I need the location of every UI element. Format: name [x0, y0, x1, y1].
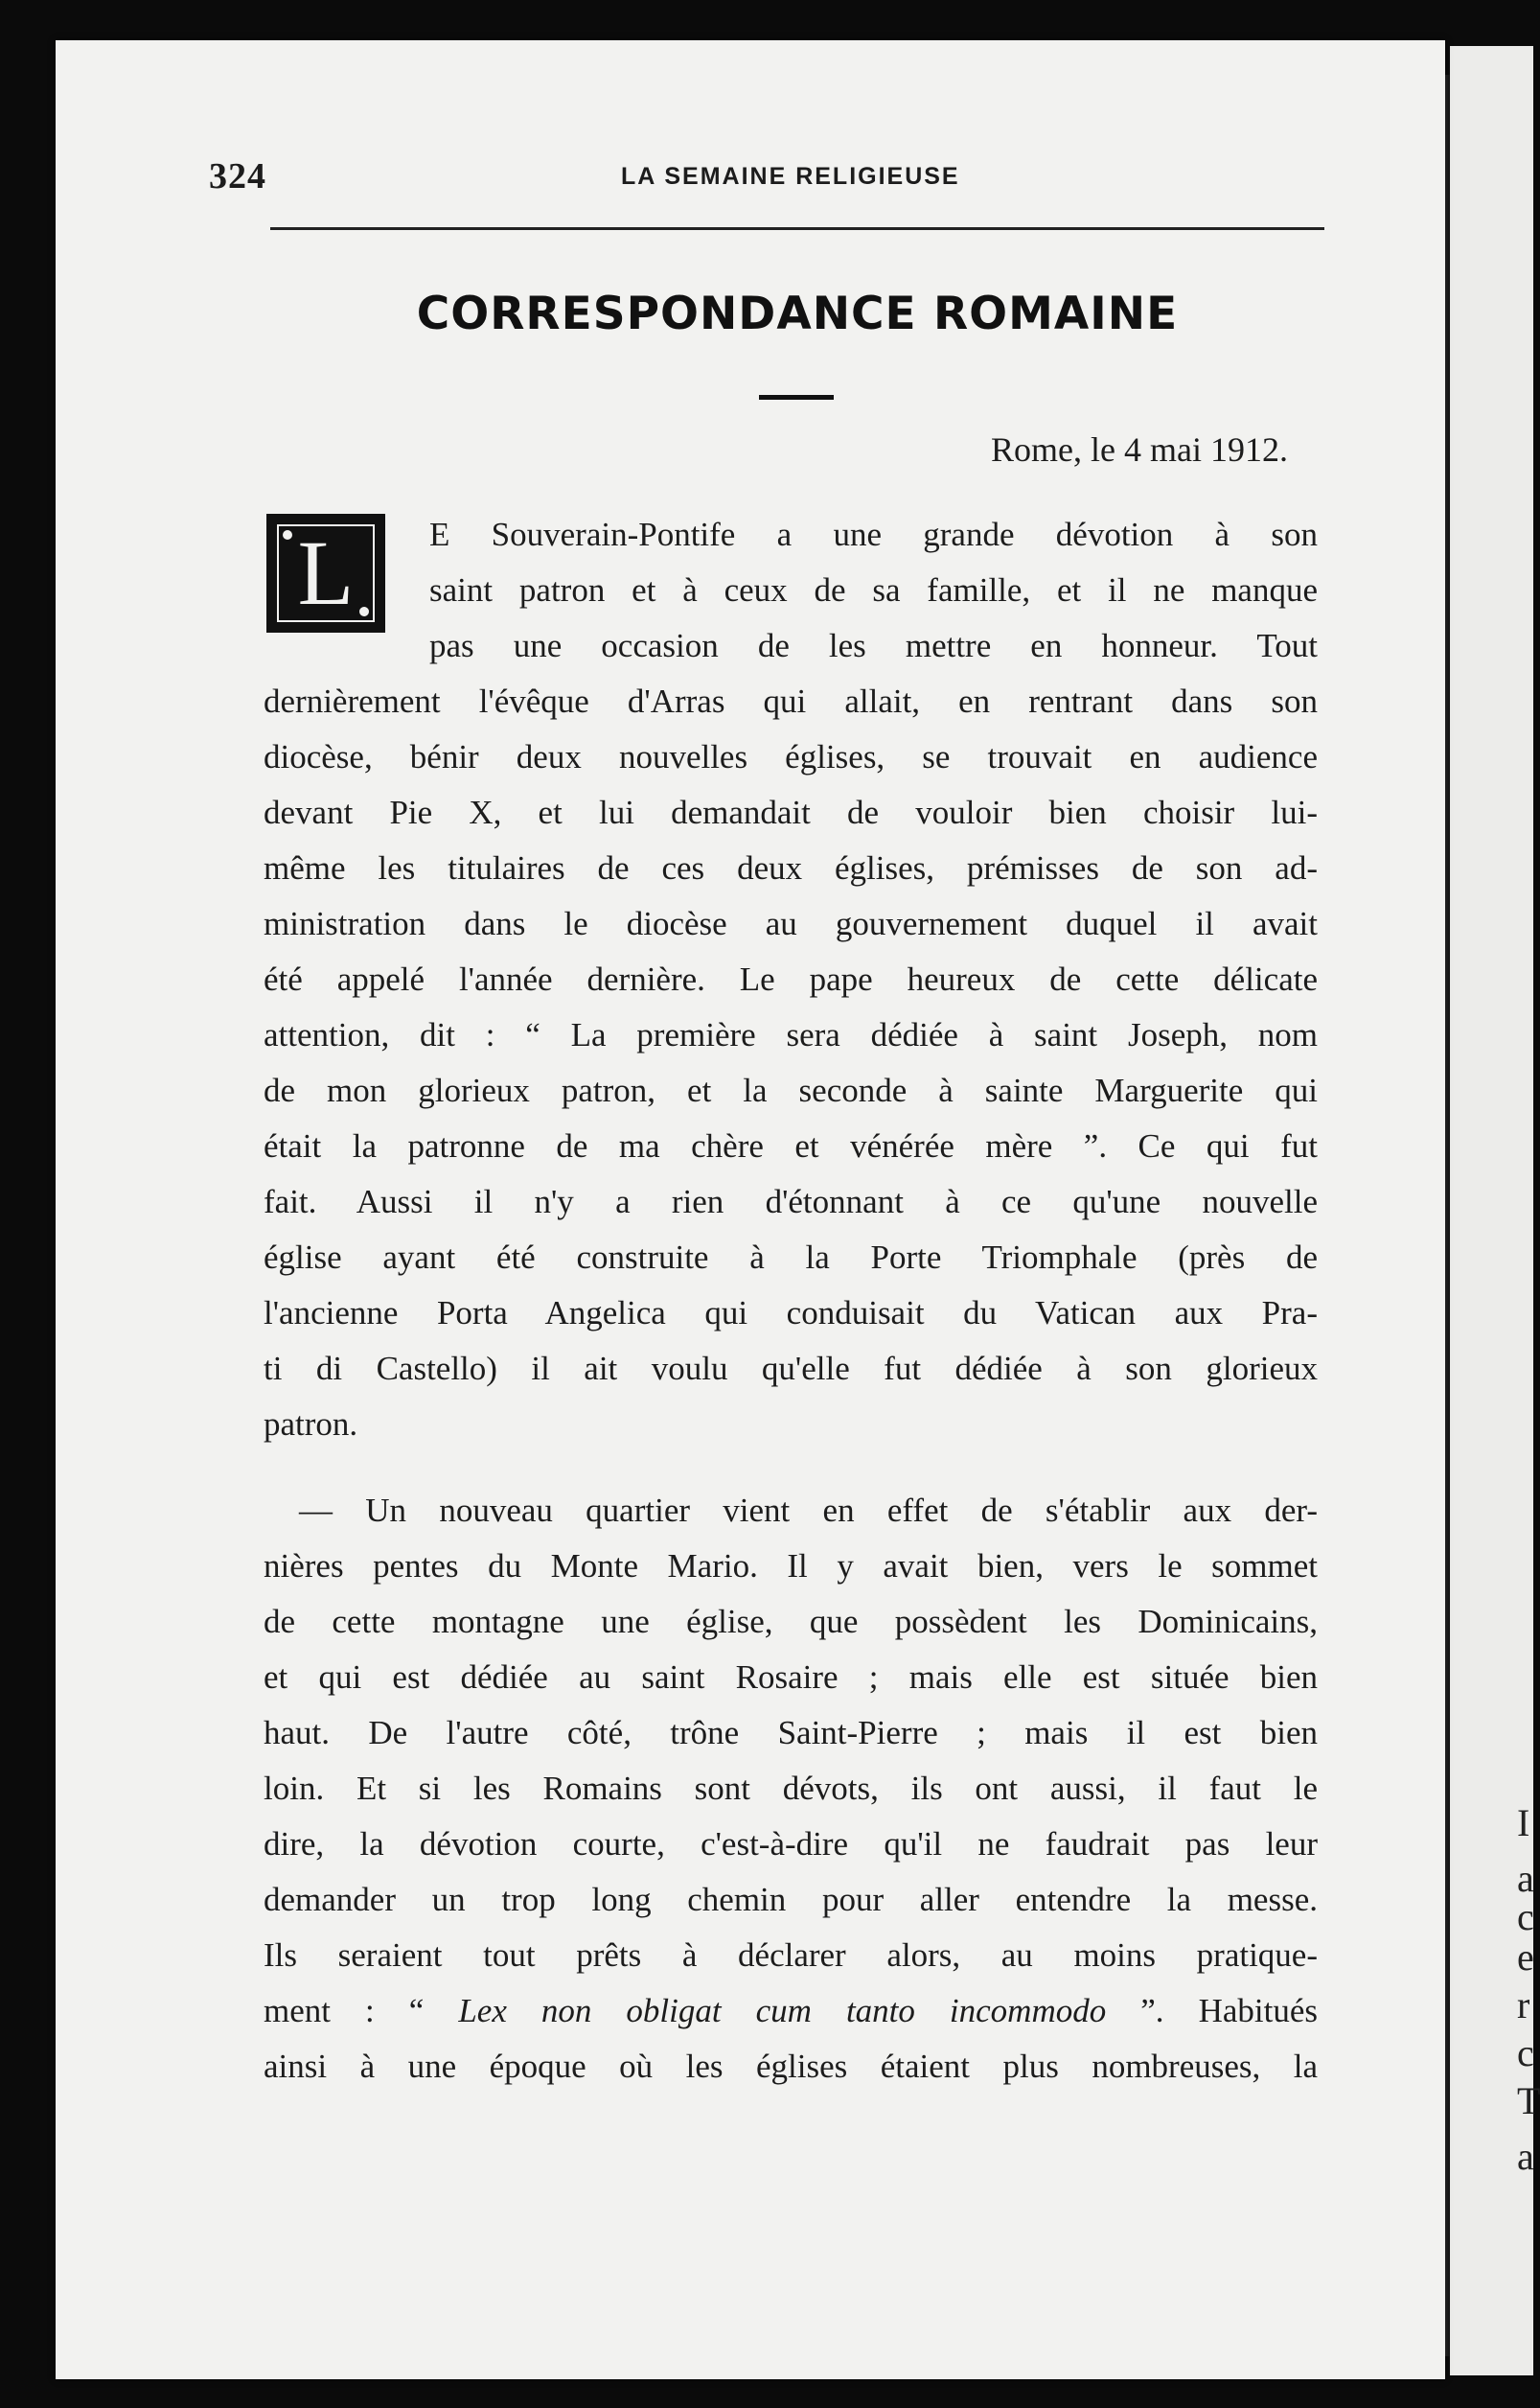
text-segment: ment : “: [264, 1992, 459, 2029]
text-line: était la patronne de ma chère et vénérée mère ”. Ce qui fut: [264, 1127, 1318, 1165]
text-line: nières pentes du Monte Mario. Il y avait bien, vers le sommet: [264, 1547, 1318, 1585]
journal-title: LA SEMAINE RELIGIEUSE: [621, 163, 960, 190]
text-segment: ”. Habitués: [1106, 1992, 1319, 2029]
text-line: l'ancienne Porta Angelica qui conduisait du Vatican aux Pra-: [264, 1294, 1318, 1331]
text-line: haut. De l'autre côté, trône Saint-Pierre ; mais il est bien: [264, 1714, 1318, 1751]
text-line: de mon glorieux patron, et la seconde à sainte Marguerite qui: [264, 1072, 1318, 1109]
dateline: Rome, le 4 mai 1912.: [991, 430, 1288, 469]
page-number: 324: [209, 156, 266, 197]
adjacent-page-fragment: T: [1517, 2079, 1540, 2122]
adjacent-page-fragment: I: [1517, 1801, 1530, 1844]
text-line: ministration dans le diocèse au gouvernement duquel il avait: [264, 905, 1318, 942]
text-line: loin. Et si les Romains sont dévots, ils ont aussi, il faut le: [264, 1770, 1318, 1807]
adjacent-page-fragment: c: [1517, 1895, 1534, 1938]
adjacent-page-fragment: r: [1517, 1983, 1530, 2026]
adjacent-page-fragment: c: [1517, 2031, 1534, 2074]
text-line: [264, 1992, 1318, 2030]
header-rule: [270, 227, 1324, 230]
latin-quote: Lex non obligat cum tanto incommodo: [458, 1992, 1107, 2029]
running-head: [209, 155, 1324, 203]
text-line: dire, la dévotion courte, c'est-à-dire qu'il ne faudrait pas leur: [264, 1825, 1318, 1863]
ornament-dot-icon: [359, 607, 369, 616]
text-line: été appelé l'année dernière. Le pape heureux de cette délicate: [264, 961, 1318, 998]
text-line: attention, dit : “ La première sera dédiée à saint Joseph, nom: [264, 1016, 1318, 1054]
text-line: Ils seraient tout prêts à déclarer alors, au moins pratique-: [264, 1936, 1318, 1974]
text-line: diocèse, bénir deux nouvelles églises, se trouvait en audience: [264, 738, 1318, 776]
ornament-dot-icon: [283, 530, 292, 540]
drop-cap-letter: L: [277, 524, 375, 622]
text-line: demander un trop long chemin pour aller entendre la messe.: [264, 1881, 1318, 1918]
adjacent-page-fragment: e: [1517, 1935, 1534, 1979]
text-line: église ayant été construite à la Porte Triomphale (près de: [264, 1239, 1318, 1276]
text-line: — Un nouveau quartier vient en effet de s'établir aux der-: [299, 1492, 1318, 1529]
text-line: ti di Castello) il ait voulu qu'elle fut dédiée à son glorieux: [264, 1350, 1318, 1387]
text-line: fait. Aussi il n'y a rien d'étonnant à ce qu'une nouvelle: [264, 1183, 1318, 1220]
text-line: de cette montagne une église, que possèdent les Dominicains,: [264, 1603, 1318, 1640]
article-title: CORRESPONDANCE ROMAINE: [416, 288, 1179, 340]
text-line: ainsi à une époque où les églises étaient plus nombreuses, la: [264, 2048, 1318, 2085]
text-line: même les titulaires de ces deux églises, prémisses de son ad-: [264, 849, 1318, 887]
text-line: patron.: [264, 1405, 358, 1443]
text-line: pas une occasion de les mettre en honneur. Tout: [429, 627, 1318, 664]
text-line: devant Pie X, et lui demandait de vouloir bien choisir lui-: [264, 794, 1318, 831]
adjacent-page-fragment: a: [1517, 1857, 1534, 1900]
text-line: et qui est dédiée au saint Rosaire ; mais elle est située bien: [264, 1658, 1318, 1696]
title-dash: [759, 395, 834, 400]
adjacent-page-edge: [1450, 46, 1540, 2375]
text-line: E Souverain-Pontife a une grande dévotion à son: [429, 516, 1318, 553]
text-line: saint patron et à ceux de sa famille, et il ne manque: [429, 571, 1318, 609]
adjacent-page-fragment: a: [1517, 2135, 1534, 2178]
text-line: dernièrement l'évêque d'Arras qui allait, en rentrant dans son: [264, 683, 1318, 720]
drop-cap: [266, 514, 385, 633]
